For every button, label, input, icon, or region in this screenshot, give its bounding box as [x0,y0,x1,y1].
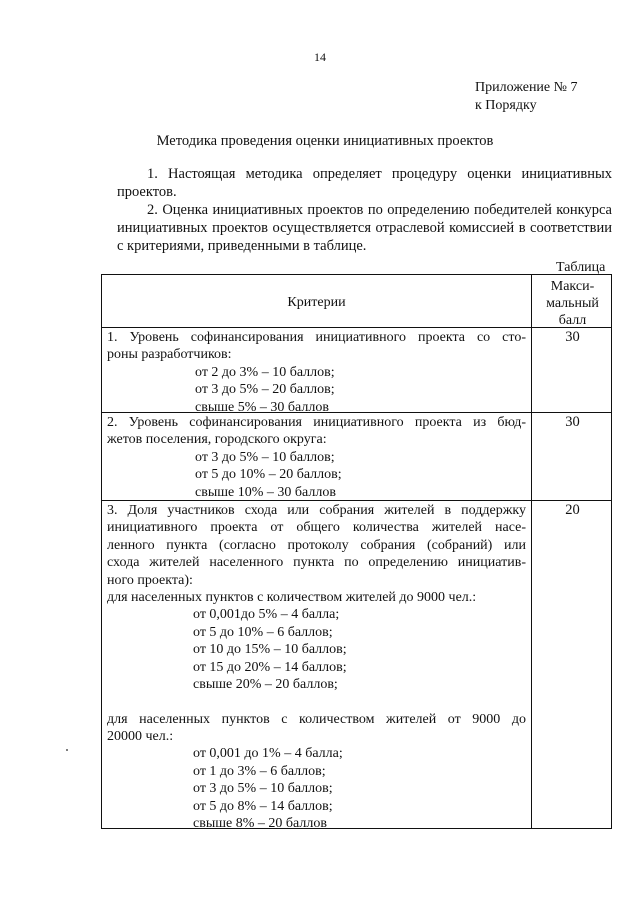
table-row-2-score: 30 [565,414,580,430]
table-caption: Таблица [556,260,606,275]
criteria-line: жетов поселения, городского округа: [107,432,327,448]
spacer [107,693,526,710]
criteria-option: от 1 до 3% – 6 баллов; [193,763,326,779]
criteria-option: свыше 5% – 30 баллов [195,399,329,415]
table-row-1-score: 30 [565,329,580,345]
appendix-reference: к Порядку [475,98,537,113]
criteria-option: от 3 до 5% – 10 баллов; [193,781,333,797]
criteria-option: свыше 10% – 30 баллов [195,484,336,500]
criteria-line: ленного пункта (согласно протоколу собрания (собраний) или [107,537,526,553]
scan-speck [66,749,68,751]
header-max-score-line: балл [558,313,587,328]
table-row-3-criteria [107,502,526,832]
criteria-line: 1. Уровень софинансирования инициативного проекта со сто- [107,330,526,345]
header-max-score-line: мальный [546,296,599,311]
header-max-score [532,278,613,329]
page-number: 14 [314,50,326,64]
document-title: Методика проведения оценки инициативных проектов [156,133,494,149]
paragraph-1: 1. Настоящая методика определяет процедуру оценки инициативных проектов. [117,166,612,200]
criteria-option: от 2 до 3% – 10 баллов; [195,364,335,380]
criteria-line: схода жителей населенного пункта по определению инициатив- [107,555,526,571]
criteria-option: от 10 до 15% – 10 баллов; [193,642,347,658]
criteria-option: свыше 20% – 20 баллов; [193,676,338,692]
table-row-3-score: 20 [565,502,580,518]
criteria-option: от 5 до 10% – 6 баллов; [193,624,333,640]
table-row-2-criteria [107,414,526,501]
header-max-score-line: Макси- [550,279,595,294]
criteria-option: от 5 до 8% – 14 баллов; [193,798,333,814]
criteria-line: роны разработчиков: [107,347,232,363]
criteria-line: 3. Доля участников схода или собрания жителей в поддержку [107,503,526,518]
header-criteria: Критерии [287,295,346,310]
criteria-option: от 0,001 до 1% – 4 балла; [193,746,343,762]
criteria-line: 20000 чел.: [107,729,174,745]
criteria-line: для населенных пунктов с количеством жителей до 9000 чел.: [107,589,477,605]
criteria-line: инициативного проекта от общего количества жителей насе- [107,520,526,536]
criteria-line: для населенных пунктов с количеством жителей от 9000 до [107,711,526,727]
appendix-number: Приложение № 7 [475,80,578,95]
criteria-option: свыше 8% – 20 баллов [193,816,327,832]
criteria-option: от 15 до 20% – 14 баллов; [193,659,347,675]
criteria-table [101,274,612,832]
paragraph-2: 2. Оценка инициативных проектов по определению победителей конкурса инициативных проектов осуществляется отраслевой комиссией в соответствии с критериями, приведенными в таблице. [117,202,612,254]
column-divider [531,275,532,828]
criteria-line: ного проекта): [107,572,193,588]
criteria-option: от 5 до 10% – 20 баллов; [195,467,342,483]
criteria-line: 2. Уровень софинансирования инициативного проекта из бюд- [107,415,526,430]
criteria-option: от 0,001до 5% – 4 балла; [193,607,340,623]
criteria-option: от 3 до 5% – 20 баллов; [195,382,335,398]
table-row-1-criteria [107,329,526,416]
criteria-option: от 3 до 5% – 10 баллов; [195,449,335,465]
